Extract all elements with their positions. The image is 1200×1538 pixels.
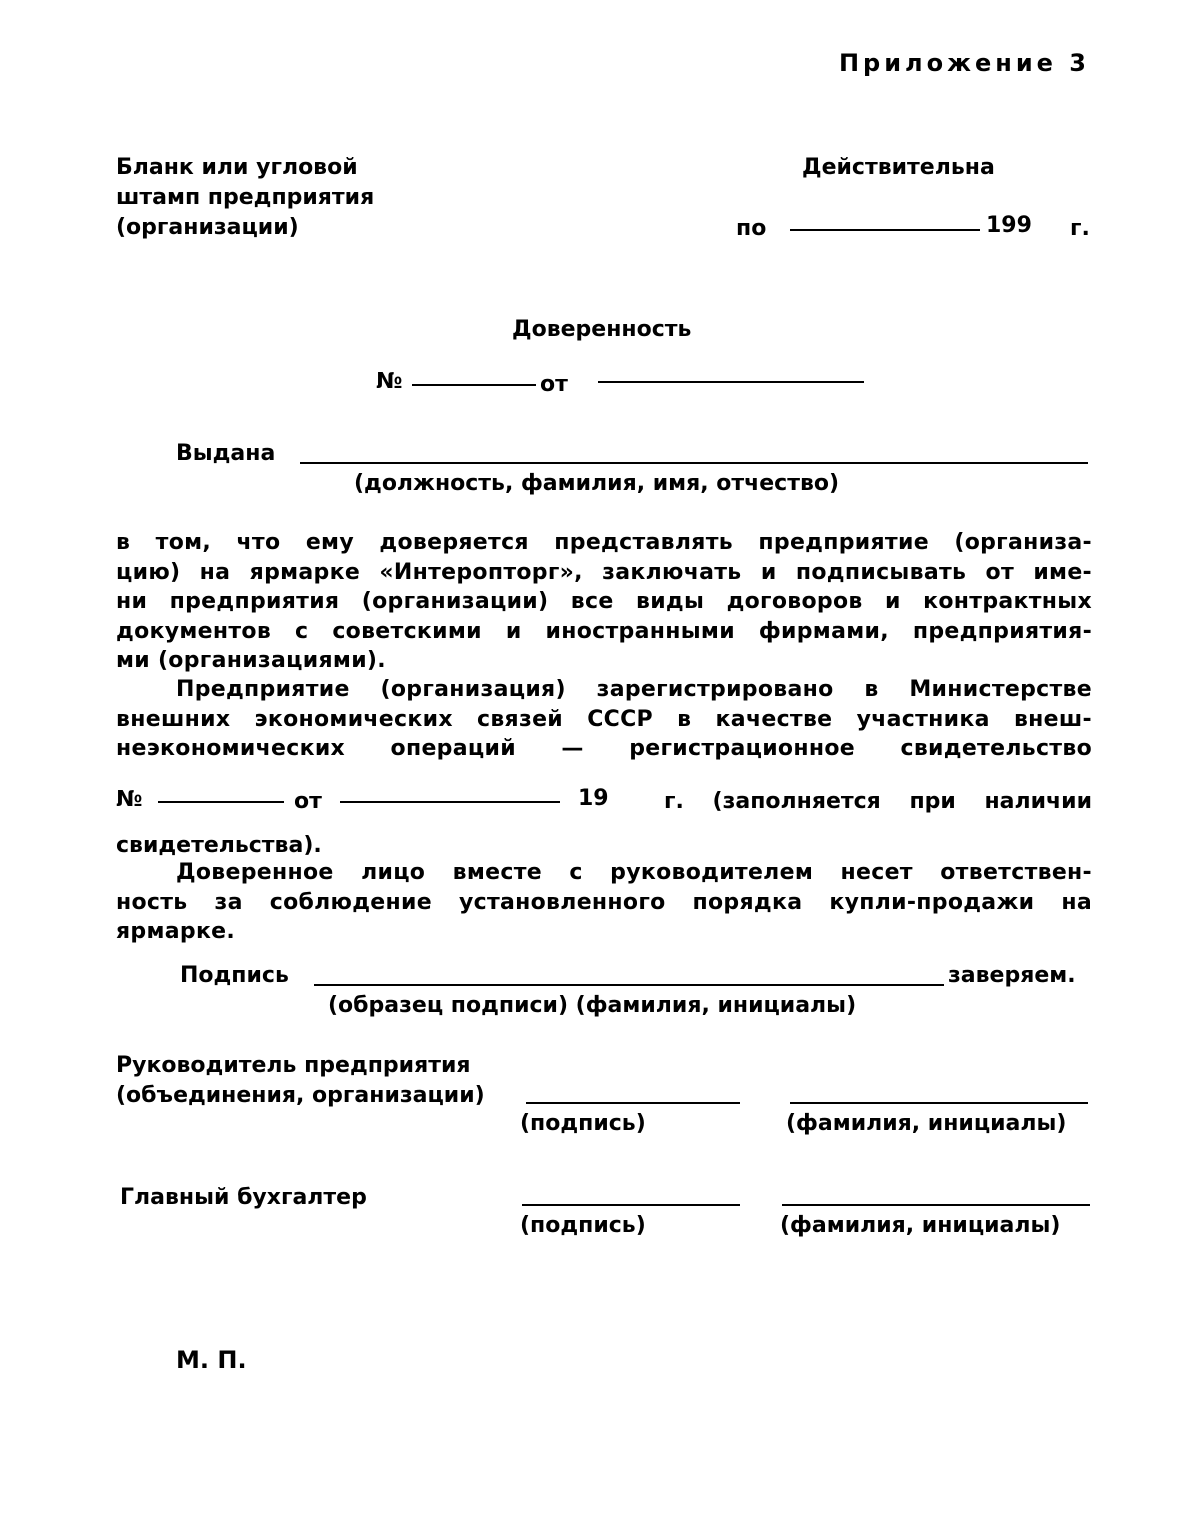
accountant-name-caption: (фамилия, инициалы)	[780, 1213, 1061, 1238]
validity-year: 199	[986, 213, 1032, 238]
validity-date-line	[790, 229, 980, 231]
paragraph-3-line: Доверенное лицо вместе с руководителем несет ответствен-	[176, 860, 1092, 885]
validity-prefix: по	[736, 216, 767, 241]
paragraph-2	[116, 675, 1092, 764]
reg-year: 19	[578, 786, 609, 811]
issued-label: Выдана	[176, 441, 276, 466]
paragraph-1-line: в том, что ему доверяется представлять предприятие (организа-	[116, 530, 1092, 555]
stamp-line-3: (организации)	[116, 215, 299, 240]
paragraph-3-line: ярмарке.	[116, 919, 236, 944]
head-sign-caption: (подпись)	[520, 1111, 646, 1136]
head-name-line	[790, 1102, 1088, 1104]
appendix-label: Приложение 3	[838, 49, 1090, 77]
paragraph-1	[116, 528, 1092, 676]
date-line	[598, 381, 864, 383]
number-line	[412, 384, 536, 386]
signature-line	[314, 984, 944, 986]
head-label-1: Руководитель предприятия	[116, 1053, 471, 1078]
paragraph-2-line: внешних экономических связей СССР в качестве участника внеш-	[116, 706, 1092, 732]
issued-caption: (должность, фамилия, имя, отчество)	[354, 471, 840, 496]
number-date-prefix: от	[540, 372, 568, 397]
signature-caption: (образец подписи) (фамилия, инициалы)	[328, 993, 857, 1018]
stamp-line-2: штамп предприятия	[116, 185, 375, 210]
accountant-label: Главный бухгалтер	[120, 1185, 367, 1210]
paragraph-3-line: ность за соблюдение установленного порядка купли-продажи на	[116, 889, 1092, 915]
paragraph-1-line: цию) на ярмарке «Интеропторг», заключать и подписывать от име-	[116, 559, 1092, 585]
validity-label: Действительна	[802, 155, 995, 180]
head-signature-line	[526, 1102, 740, 1104]
seal-place: М. П.	[176, 1346, 247, 1374]
reg-date-line	[340, 801, 560, 803]
head-name-caption: (фамилия, инициалы)	[786, 1111, 1067, 1136]
paragraph-2-line: Предприятие (организация) зарегистрировано в Министерстве	[176, 677, 1092, 702]
reg-number-line	[158, 801, 284, 803]
head-label-2: (объединения, организации)	[116, 1083, 485, 1108]
reg-date-prefix: от	[294, 789, 322, 814]
paragraph-2-line: неэкономических операций — регистрационное свидетельство	[116, 736, 1092, 761]
paragraph-1-line: ни предприятия (организации) все виды договоров и контрактных	[116, 589, 1092, 614]
issued-line	[300, 462, 1088, 464]
reg-note: г. (заполняется при наличии	[664, 789, 1092, 814]
number-sign: №	[376, 369, 403, 394]
paragraph-3	[116, 858, 1092, 947]
paragraph-1-line: документов с советскими и иностранными фирмами, предприятия-	[116, 618, 1092, 644]
stamp-line-1: Бланк или угловой	[116, 155, 358, 180]
paragraph-2-end: свидетельства).	[116, 833, 322, 858]
document-title: Доверенность	[512, 317, 692, 342]
accountant-name-line	[782, 1204, 1090, 1206]
validity-suffix: г.	[1070, 216, 1090, 241]
signature-label: Подпись	[180, 963, 289, 988]
signature-certify: заверяем.	[948, 963, 1076, 988]
paragraph-1-line: ми (организациями).	[116, 648, 386, 673]
accountant-sign-caption: (подпись)	[520, 1213, 646, 1238]
reg-number-sign: №	[116, 787, 143, 812]
accountant-signature-line	[522, 1204, 740, 1206]
